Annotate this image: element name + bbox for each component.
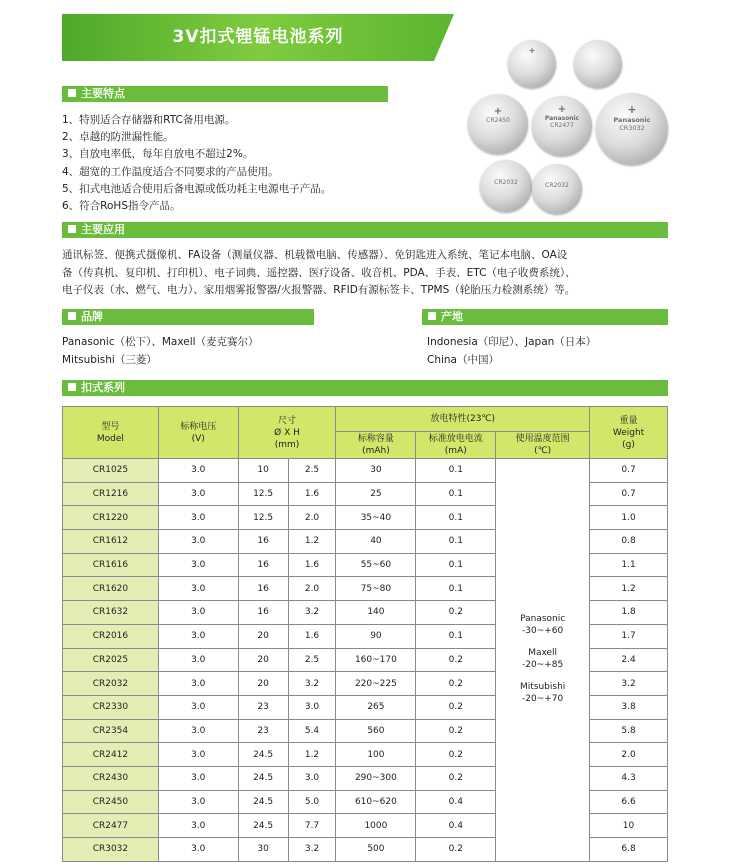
diameter-cell: 12.5 xyxy=(238,482,288,506)
model-cell: CR1616 xyxy=(63,553,159,577)
current-cell: 0.1 xyxy=(416,624,496,648)
table-row xyxy=(63,459,668,483)
height-cell: 2.0 xyxy=(288,506,336,530)
voltage-cell: 3.0 xyxy=(158,790,238,814)
model-cell: CR1632 xyxy=(63,601,159,625)
current-cell: 0.2 xyxy=(416,838,496,862)
current-cell: 0.1 xyxy=(416,530,496,554)
capacity-cell: 25 xyxy=(336,482,416,506)
header-current: 标准放电电流 (mA) xyxy=(416,432,496,459)
model-cell: CR2032 xyxy=(63,672,159,696)
section-title: 主要应用 xyxy=(81,223,125,236)
brand-line: Panasonic（松下）、Maxell（麦克赛尔） xyxy=(62,336,259,348)
weight-cell: 3.2 xyxy=(590,672,668,696)
feature-item: 5、扣式电池适合使用后备电源或低功耗主电源电子产品。 xyxy=(62,182,332,195)
temperature-range-entry xyxy=(496,648,589,671)
capacity-cell: 220~225 xyxy=(336,672,416,696)
features-list xyxy=(62,112,331,215)
weight-cell: 2.0 xyxy=(590,743,668,767)
current-cell: 0.1 xyxy=(416,553,496,577)
height-cell: 2.0 xyxy=(288,577,336,601)
header-temp: 使用温度范围 (℃) xyxy=(496,432,590,459)
temperature-range: -20~+85 xyxy=(522,659,564,670)
voltage-cell: 3.0 xyxy=(158,838,238,862)
bullet-square-icon xyxy=(68,312,76,320)
voltage-cell: 3.0 xyxy=(158,577,238,601)
current-cell: 0.1 xyxy=(416,459,496,483)
model-cell: CR2412 xyxy=(63,743,159,767)
coin-cell-image: + Panasonic CR2477 xyxy=(532,96,592,156)
current-cell: 0.2 xyxy=(416,719,496,743)
voltage-cell: 3.0 xyxy=(158,743,238,767)
page-title: 3V扣式锂锰电池系列 xyxy=(172,27,344,47)
height-cell: 2.5 xyxy=(288,459,336,483)
height-cell: 1.2 xyxy=(288,530,336,554)
current-cell: 0.4 xyxy=(416,790,496,814)
capacity-cell: 90 xyxy=(336,624,416,648)
height-cell: 7.7 xyxy=(288,814,336,838)
application-line: 通讯标签、便携式摄像机、FA设备（测量仪器、机载微电脑、传感器）、免钥匙进入系统、笔记本电脑、OA设 xyxy=(62,249,568,261)
spec-table xyxy=(62,406,668,862)
temperature-range-cell xyxy=(496,459,590,862)
height-cell: 1.2 xyxy=(288,743,336,767)
voltage-cell: 3.0 xyxy=(158,459,238,483)
current-cell: 0.2 xyxy=(416,672,496,696)
diameter-cell: 16 xyxy=(238,601,288,625)
model-cell: CR2354 xyxy=(63,719,159,743)
height-cell: 1.6 xyxy=(288,624,336,648)
model-cell: CR2016 xyxy=(63,624,159,648)
header-voltage: 标称电压 (V) xyxy=(158,407,238,459)
feature-item: 2、卓越的防泄漏性能。 xyxy=(62,131,174,144)
height-cell: 1.6 xyxy=(288,482,336,506)
diameter-cell: 24.5 xyxy=(238,743,288,767)
temperature-range: -20~+70 xyxy=(522,693,564,704)
voltage-cell: 3.0 xyxy=(158,672,238,696)
coin-cell-image: CR2032 xyxy=(532,164,582,214)
spec-table-body xyxy=(63,459,668,862)
voltage-cell: 3.0 xyxy=(158,624,238,648)
origin-line: Indonesia（印尼）、Japan（日本） xyxy=(427,336,597,348)
model-cell: CR1612 xyxy=(63,530,159,554)
voltage-cell: 3.0 xyxy=(158,695,238,719)
temperature-brand: Panasonic xyxy=(520,614,566,625)
section-bar-origin xyxy=(422,309,668,325)
voltage-cell: 3.0 xyxy=(158,648,238,672)
diameter-cell: 12.5 xyxy=(238,506,288,530)
header-weight: 重量 Weight (g) xyxy=(590,407,668,459)
capacity-cell: 35~40 xyxy=(336,506,416,530)
section-bar-applications xyxy=(62,222,668,238)
diameter-cell: 30 xyxy=(238,838,288,862)
origin-line: China（中国） xyxy=(427,353,499,366)
origin-text xyxy=(427,334,596,369)
diameter-cell: 16 xyxy=(238,530,288,554)
weight-cell: 10 xyxy=(590,814,668,838)
height-cell: 5.0 xyxy=(288,790,336,814)
coin-cell-image: CR2032 xyxy=(480,160,532,212)
model-cell: CR2450 xyxy=(63,790,159,814)
current-cell: 0.1 xyxy=(416,506,496,530)
model-cell: CR2477 xyxy=(63,814,159,838)
weight-cell: 2.4 xyxy=(590,648,668,672)
header-size: 尺寸 Ø X H (mm) xyxy=(238,407,336,459)
weight-cell: 1.8 xyxy=(590,601,668,625)
capacity-cell: 610~620 xyxy=(336,790,416,814)
model-cell: CR2330 xyxy=(63,695,159,719)
voltage-cell: 3.0 xyxy=(158,530,238,554)
brand-line: Mitsubishi（三菱） xyxy=(62,353,157,366)
weight-cell: 0.7 xyxy=(590,482,668,506)
capacity-cell: 290~300 xyxy=(336,766,416,790)
capacity-cell: 75~80 xyxy=(336,577,416,601)
current-cell: 0.2 xyxy=(416,695,496,719)
height-cell: 5.4 xyxy=(288,719,336,743)
voltage-cell: 3.0 xyxy=(158,553,238,577)
capacity-cell: 40 xyxy=(336,530,416,554)
bullet-square-icon xyxy=(68,89,76,97)
model-cell: CR2025 xyxy=(63,648,159,672)
model-cell: CR1025 xyxy=(63,459,159,483)
height-cell: 3.0 xyxy=(288,695,336,719)
weight-cell: 5.8 xyxy=(590,719,668,743)
voltage-cell: 3.0 xyxy=(158,814,238,838)
coin-cell-image: + xyxy=(508,40,556,88)
section-bar-features xyxy=(62,86,388,102)
current-cell: 0.1 xyxy=(416,482,496,506)
diameter-cell: 20 xyxy=(238,648,288,672)
temperature-brand: Mitsubishi xyxy=(519,682,566,693)
height-cell: 1.6 xyxy=(288,553,336,577)
title-banner xyxy=(62,14,454,61)
diameter-cell: 16 xyxy=(238,553,288,577)
feature-item: 6、符合RoHS指令产品。 xyxy=(62,200,181,213)
height-cell: 3.0 xyxy=(288,766,336,790)
battery-photo xyxy=(458,38,678,216)
diameter-cell: 23 xyxy=(238,695,288,719)
weight-cell: 6.6 xyxy=(590,790,668,814)
capacity-cell: 140 xyxy=(336,601,416,625)
model-cell: CR1216 xyxy=(63,482,159,506)
capacity-cell: 265 xyxy=(336,695,416,719)
height-cell: 3.2 xyxy=(288,672,336,696)
diameter-cell: 24.5 xyxy=(238,766,288,790)
capacity-cell: 100 xyxy=(336,743,416,767)
weight-cell: 1.0 xyxy=(590,506,668,530)
weight-cell: 0.7 xyxy=(590,459,668,483)
current-cell: 0.4 xyxy=(416,814,496,838)
model-cell: CR3032 xyxy=(63,838,159,862)
diameter-cell: 20 xyxy=(238,624,288,648)
capacity-cell: 55~60 xyxy=(336,553,416,577)
weight-cell: 1.2 xyxy=(590,577,668,601)
diameter-cell: 23 xyxy=(238,719,288,743)
weight-cell: 1.1 xyxy=(590,553,668,577)
application-line: 备（传真机、复印机、打印机）、电子词典、遥控器、医疗设备、收音机、PDA、手表、ETC（电子收费系统）、 xyxy=(62,266,576,279)
voltage-cell: 3.0 xyxy=(158,601,238,625)
feature-item: 1、特别适合存储器和RTC备用电源。 xyxy=(62,114,236,126)
current-cell: 0.2 xyxy=(416,648,496,672)
diameter-cell: 10 xyxy=(238,459,288,483)
header-discharge: 放电特性(23℃) xyxy=(336,407,590,432)
voltage-cell: 3.0 xyxy=(158,766,238,790)
header-capacity: 标称容量 (mAh) xyxy=(336,432,416,459)
height-cell: 3.2 xyxy=(288,601,336,625)
temperature-brand: Maxell xyxy=(528,648,558,659)
bullet-square-icon xyxy=(428,312,436,320)
model-cell: CR1620 xyxy=(63,577,159,601)
capacity-cell: 1000 xyxy=(336,814,416,838)
capacity-cell: 500 xyxy=(336,838,416,862)
section-bar-series xyxy=(62,380,668,396)
bullet-square-icon xyxy=(68,383,76,391)
application-line: 电子仪表（水、燃气、电力）、家用烟雾报警器/火报警器、RFID有源标签卡、TPMS（轮胎压力检测系统）等。 xyxy=(62,284,576,296)
feature-item: 3、自放电率低，每年自放电不超过2%。 xyxy=(62,148,254,161)
capacity-cell: 160~170 xyxy=(336,648,416,672)
height-cell: 3.2 xyxy=(288,838,336,862)
current-cell: 0.1 xyxy=(416,577,496,601)
capacity-cell: 560 xyxy=(336,719,416,743)
section-title: 主要特点 xyxy=(81,87,125,100)
section-title: 产地 xyxy=(441,310,463,323)
weight-cell: 6.8 xyxy=(590,838,668,862)
voltage-cell: 3.0 xyxy=(158,482,238,506)
temperature-range: -30~+60 xyxy=(522,625,564,636)
weight-cell: 0.8 xyxy=(590,530,668,554)
feature-item: 4、超宽的工作温度适合不同要求的产品使用。 xyxy=(62,165,279,178)
weight-cell: 4.3 xyxy=(590,766,668,790)
section-bar-brands xyxy=(62,309,314,325)
diameter-cell: 20 xyxy=(238,672,288,696)
temperature-range-entry xyxy=(496,614,589,637)
height-cell: 2.5 xyxy=(288,648,336,672)
temperature-range-entry xyxy=(496,682,589,705)
voltage-cell: 3.0 xyxy=(158,506,238,530)
brands-text xyxy=(62,334,259,369)
weight-cell: 1.7 xyxy=(590,624,668,648)
diameter-cell: 16 xyxy=(238,577,288,601)
section-title: 品牌 xyxy=(81,310,103,323)
diameter-cell: 24.5 xyxy=(238,790,288,814)
capacity-cell: 30 xyxy=(336,459,416,483)
header-model: 型号 Model xyxy=(63,407,159,459)
applications-text xyxy=(62,247,692,300)
model-cell: CR2430 xyxy=(63,766,159,790)
coin-cell-image: + CR2450 xyxy=(468,94,528,154)
voltage-cell: 3.0 xyxy=(158,719,238,743)
bullet-square-icon xyxy=(68,225,76,233)
current-cell: 0.2 xyxy=(416,601,496,625)
coin-cell-image xyxy=(574,40,622,88)
current-cell: 0.2 xyxy=(416,766,496,790)
model-cell: CR1220 xyxy=(63,506,159,530)
diameter-cell: 24.5 xyxy=(238,814,288,838)
weight-cell: 3.8 xyxy=(590,695,668,719)
section-title: 扣式系列 xyxy=(81,381,125,394)
coin-cell-image: + Panasonic CR3032 xyxy=(596,93,668,165)
current-cell: 0.2 xyxy=(416,743,496,767)
